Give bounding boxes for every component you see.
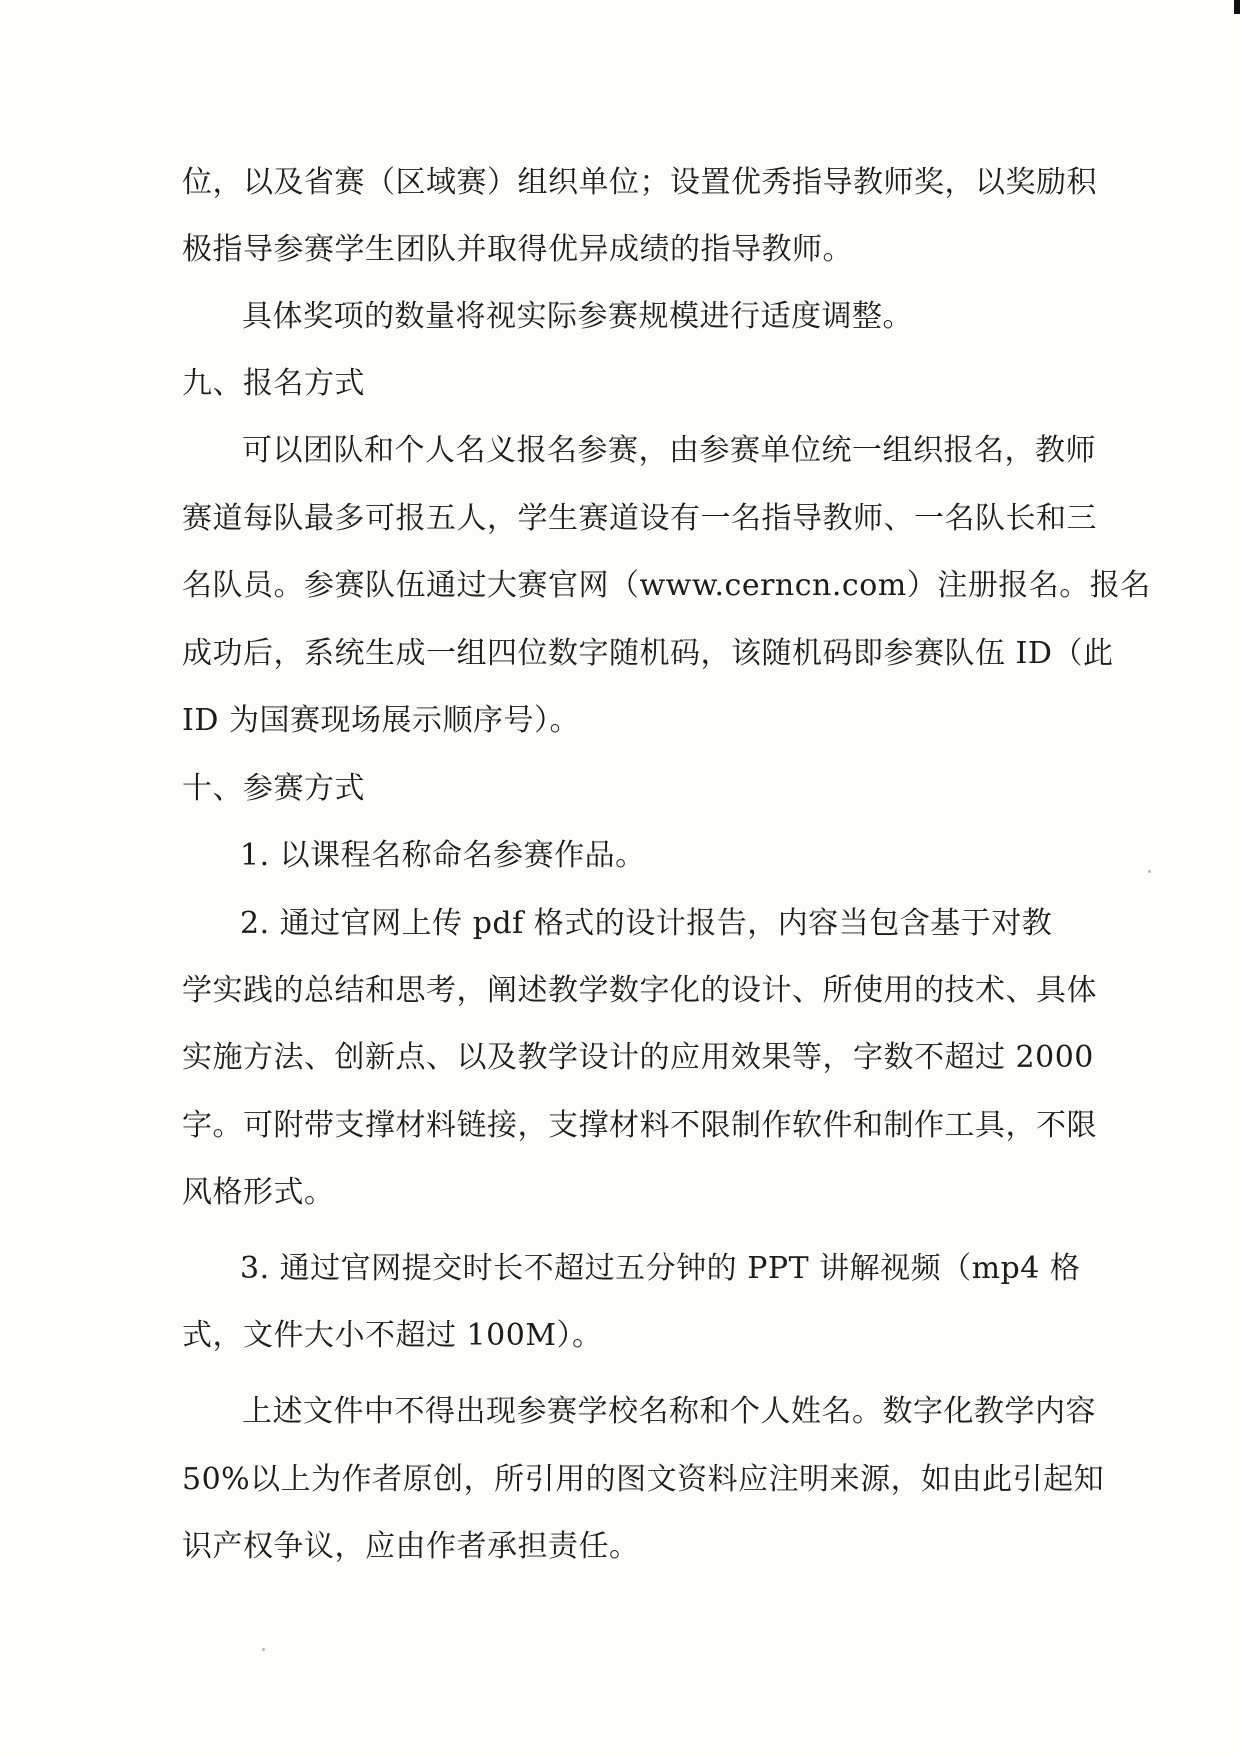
section-heading: 九、报名方式 [182,366,365,401]
text-line: 名队员。参赛队伍通过大赛官网（www.cerncn.com）注册报名。报名 [182,568,1151,603]
text-line: 具体奖项的数量将视实际参赛规模进行适度调整。 [242,299,913,334]
list-item: 2. 通过官网上传 pdf 格式的设计报告，内容当包含基于对教 [240,906,1053,941]
text-line: 式，文件大小不超过 100M）。 [182,1318,603,1353]
text-line: 赛道每队最多可报五人，学生赛道设有一名指导教师、一名队长和三 [182,501,1097,536]
text-line: 字。可附带支撑材料链接，支撑材料不限制作软件和制作工具，不限 [182,1108,1097,1143]
text-line: 风格形式。 [182,1175,335,1210]
list-item: 1. 以课程名称命名参赛作品。 [240,838,646,873]
text-line: 极指导参赛学生团队并取得优异成绩的指导教师。 [182,232,853,267]
section-heading: 十、参赛方式 [182,771,365,806]
scan-speck [262,1648,265,1651]
text-line: 实施方法、创新点、以及教学设计的应用效果等，字数不超过 2000 [182,1040,1094,1075]
text-line: 位，以及省赛（区域赛）组织单位；设置优秀指导教师奖，以奖励积 [182,165,1097,200]
text-line: 学实践的总结和思考，阐述教学数字化的设计、所使用的技术、具体 [182,973,1097,1008]
scan-speck [1148,870,1151,873]
text-line: 50%以上为作者原创，所引用的图文资料应注明来源，如由此引起知 [182,1462,1105,1497]
list-item: 3. 通过官网提交时长不超过五分钟的 PPT 讲解视频（mp4 格 [240,1251,1081,1286]
scan-edge-mark [1234,0,1240,14]
text-line: 可以团队和个人名义报名参赛，由参赛单位统一组织报名，教师 [242,433,1096,468]
text-line: 成功后，系统生成一组四位数字随机码，该随机码即参赛队伍 ID（此 [182,636,1114,671]
text-line: ID 为国赛现场展示顺序号）。 [182,703,580,738]
text-line: 识产权争议，应由作者承担责任。 [182,1529,640,1564]
text-line: 上述文件中不得出现参赛学校名称和个人姓名。数字化教学内容 [242,1394,1096,1429]
